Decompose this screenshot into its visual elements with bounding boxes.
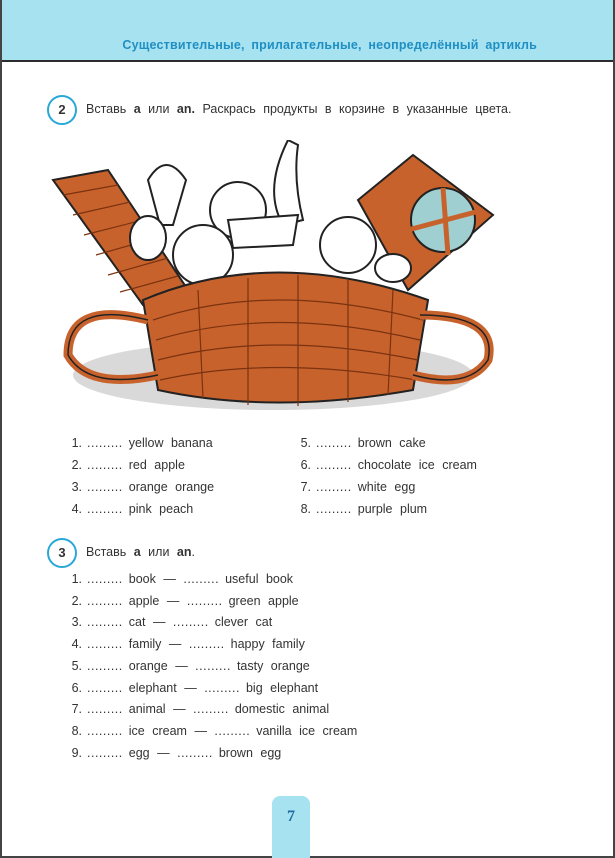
answer-blank: ......... xyxy=(87,702,123,716)
instruction-text: или xyxy=(140,545,177,559)
header-title: Существительные, прилагательные, неопределённый артикль xyxy=(122,38,537,52)
instruction-text: Вставь xyxy=(86,545,134,559)
dash: — xyxy=(157,746,170,760)
exercise-3-instruction xyxy=(86,545,195,559)
answer-blank: ......... xyxy=(87,746,123,760)
dash: — xyxy=(163,572,176,586)
item-number: 1. xyxy=(71,572,82,586)
item-number: 3. xyxy=(71,615,82,629)
page-number: 7 xyxy=(287,808,295,825)
item-number: 5. xyxy=(300,436,311,450)
exercise-2-number: 2 xyxy=(47,95,77,125)
answer-blank: ......... xyxy=(87,502,123,516)
item-phrase: brown egg xyxy=(218,746,282,760)
item-word: orange xyxy=(128,659,168,673)
exercise-2-item-1 xyxy=(64,436,213,450)
instruction-an: an xyxy=(176,545,192,559)
item-number: 7. xyxy=(71,702,82,716)
exercise-2-item-6 xyxy=(293,458,477,472)
item-word: family xyxy=(128,637,162,651)
item-text: orange orange xyxy=(128,480,215,494)
answer-blank: ......... xyxy=(193,702,229,716)
item-text: red apple xyxy=(128,458,185,472)
exercise-2-item-7 xyxy=(293,480,415,494)
item-number: 8. xyxy=(300,502,311,516)
answer-blank: ......... xyxy=(87,458,123,472)
answer-blank: ......... xyxy=(87,572,123,586)
item-text: brown cake xyxy=(357,436,426,450)
cake-slice xyxy=(228,215,298,248)
item-word: apple xyxy=(128,594,160,608)
exercise-3-item-2 xyxy=(64,594,299,608)
egg xyxy=(130,216,166,260)
item-number: 6. xyxy=(71,681,82,695)
dash: — xyxy=(168,637,182,651)
answer-blank: ......... xyxy=(87,659,123,673)
instruction-text: Вставь xyxy=(86,102,134,116)
item-number: 4. xyxy=(71,502,82,516)
answer-blank: ......... xyxy=(172,615,209,629)
exercise-2-item-2 xyxy=(64,458,185,472)
exercise-3-item-8 xyxy=(64,724,357,738)
item-number: 5. xyxy=(71,659,82,673)
answer-blank: ......... xyxy=(177,746,213,760)
item-word: book xyxy=(128,572,156,586)
item-phrase: vanilla ice cream xyxy=(256,724,358,738)
answer-blank: ......... xyxy=(316,436,352,450)
item-text: yellow banana xyxy=(128,436,213,450)
exercise-3-item-1 xyxy=(64,572,293,586)
item-text: purple plum xyxy=(357,502,428,516)
item-text: white egg xyxy=(357,480,416,494)
answer-blank: ......... xyxy=(183,572,220,586)
instruction-text: Раскрась продукты в корзине в указанные цвета. xyxy=(194,102,512,116)
item-number: 4. xyxy=(71,637,82,651)
dash: — xyxy=(173,702,186,716)
answer-blank: ......... xyxy=(87,615,123,629)
page-number-tab xyxy=(272,796,310,858)
item-number: 6. xyxy=(300,458,311,472)
exercise-3-item-7 xyxy=(64,702,329,716)
item-number: 7. xyxy=(300,480,311,494)
item-number: 2. xyxy=(71,594,82,608)
dash: — xyxy=(152,615,166,629)
item-word: cat xyxy=(128,615,146,629)
exercise-3-item-4 xyxy=(64,637,305,651)
answer-blank: ......... xyxy=(316,458,352,472)
exercise-2-item-5 xyxy=(293,436,426,450)
instruction-text: или xyxy=(140,102,177,116)
instruction-text: . xyxy=(191,545,195,559)
exercise-3-item-9 xyxy=(64,746,281,760)
answer-blank: ......... xyxy=(214,724,251,738)
item-phrase: domestic animal xyxy=(234,702,330,716)
exercise-2-item-3 xyxy=(64,480,214,494)
item-phrase: green apple xyxy=(228,594,299,608)
banana xyxy=(274,140,303,225)
exercise-3-number: 3 xyxy=(47,538,77,568)
item-text: chocolate ice cream xyxy=(357,458,477,472)
answer-blank: ......... xyxy=(316,480,352,494)
dash: — xyxy=(184,681,197,695)
exercise-2-item-4 xyxy=(64,502,193,516)
item-number: 3. xyxy=(71,480,82,494)
plum xyxy=(375,254,411,282)
answer-blank: ......... xyxy=(204,681,240,695)
answer-blank: ......... xyxy=(188,637,225,651)
dash: — xyxy=(166,594,180,608)
dash: — xyxy=(175,659,188,673)
item-phrase: clever cat xyxy=(214,615,273,629)
dash: — xyxy=(194,724,207,738)
header-band xyxy=(0,0,615,62)
answer-blank: ......... xyxy=(316,502,352,516)
item-word: egg xyxy=(128,746,150,760)
page-border-left xyxy=(0,0,2,858)
answer-blank: ......... xyxy=(87,637,123,651)
answer-blank: ......... xyxy=(186,594,223,608)
item-number: 9. xyxy=(71,746,82,760)
item-number: 8. xyxy=(71,724,82,738)
apple xyxy=(320,217,376,273)
item-word: ice cream xyxy=(128,724,187,738)
exercise-3-item-3 xyxy=(64,615,272,629)
item-phrase: useful book xyxy=(225,572,294,586)
answer-blank: ......... xyxy=(87,480,123,494)
exercise-2-item-8 xyxy=(293,502,427,516)
item-text: pink peach xyxy=(128,502,194,516)
exercise-3-item-6 xyxy=(64,681,318,695)
basket-body xyxy=(143,273,428,403)
answer-blank: ......... xyxy=(87,681,123,695)
exercise-2-instruction xyxy=(86,102,511,116)
instruction-a: a xyxy=(133,102,141,116)
item-word: elephant xyxy=(128,681,177,695)
instruction-a: a xyxy=(133,545,141,559)
item-phrase: tasty orange xyxy=(236,659,310,673)
item-phrase: happy family xyxy=(230,637,305,651)
answer-blank: ......... xyxy=(87,594,123,608)
picnic-basket-illustration xyxy=(48,140,498,420)
answer-blank: ......... xyxy=(195,659,231,673)
answer-blank: ......... xyxy=(87,436,123,450)
item-phrase: big elephant xyxy=(245,681,319,695)
item-word: animal xyxy=(128,702,166,716)
exercise-3-item-5 xyxy=(64,659,310,673)
item-number: 1. xyxy=(71,436,82,450)
item-number: 2. xyxy=(71,458,82,472)
instruction-an: an. xyxy=(176,102,195,116)
answer-blank: ......... xyxy=(87,724,123,738)
